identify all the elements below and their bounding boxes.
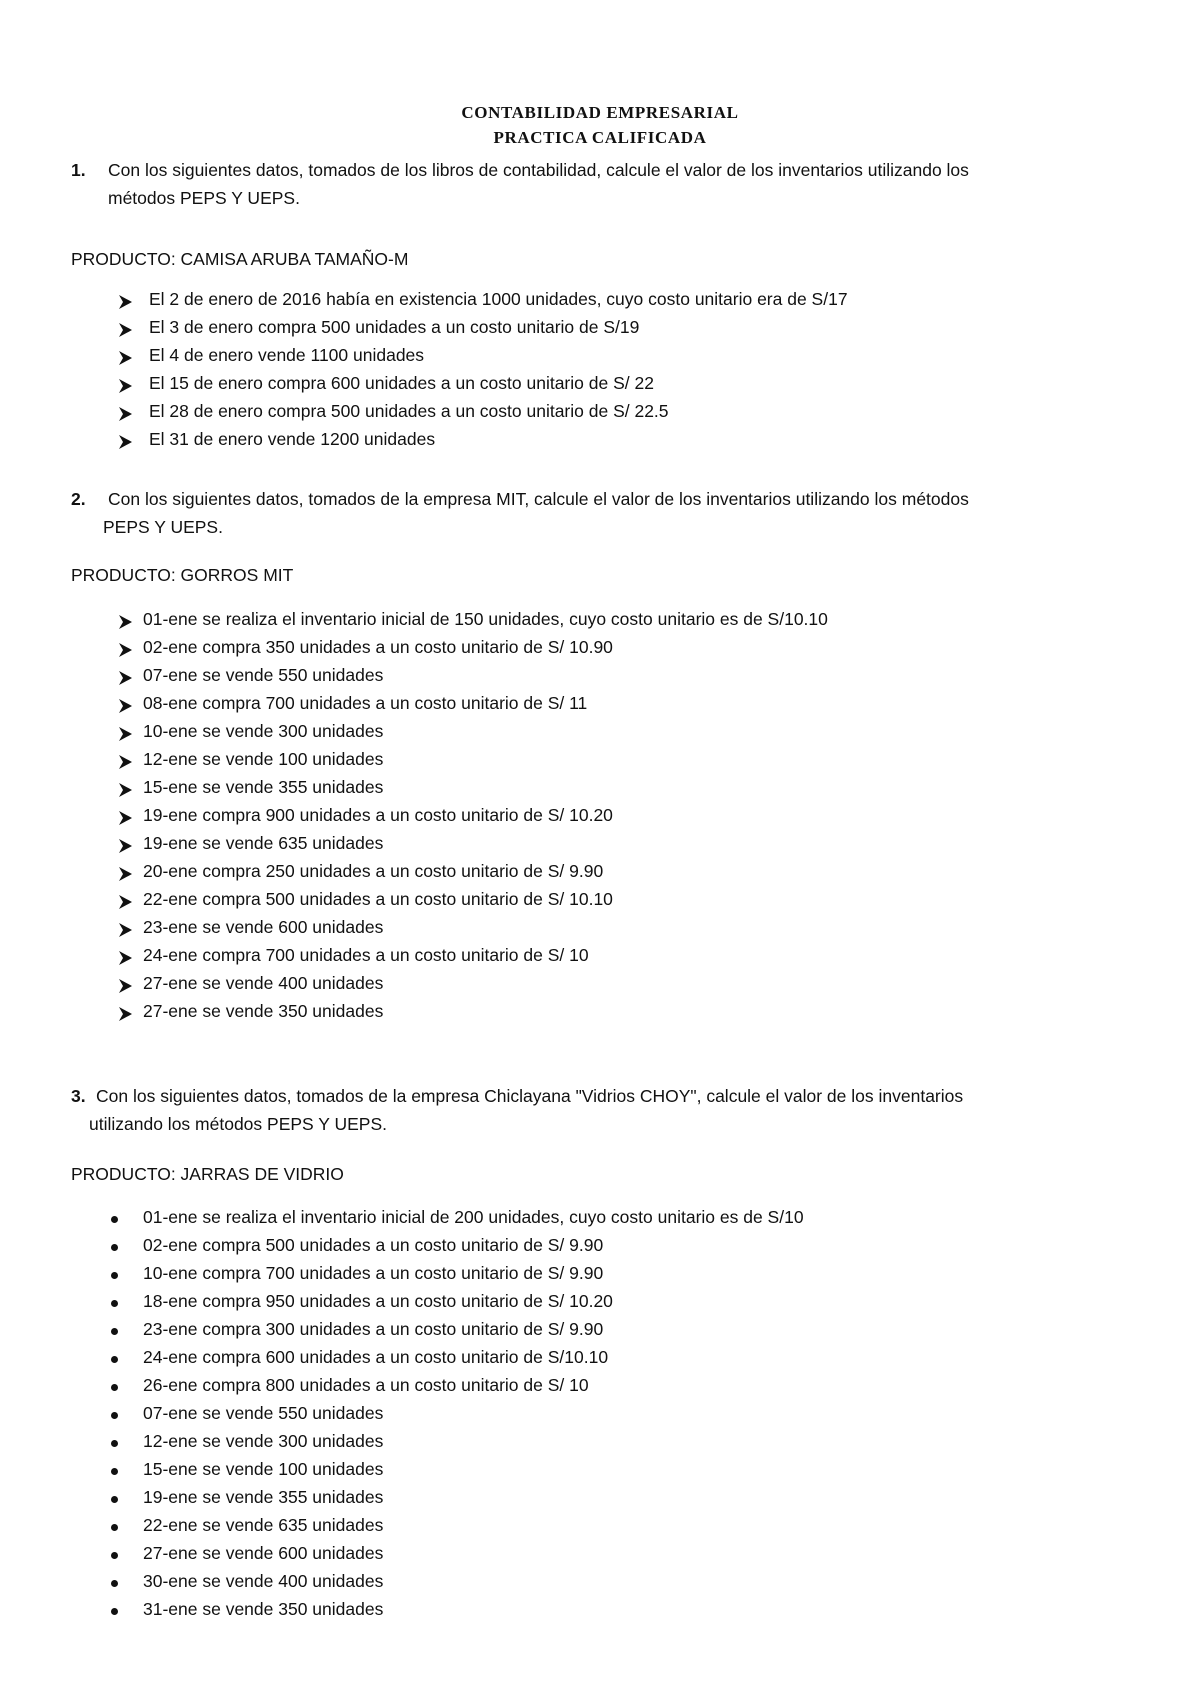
round-bullet-icon — [111, 1356, 118, 1363]
list-item-text: El 4 de enero vende 1100 unidades — [149, 345, 425, 365]
list-item-text: 30-ene se vende 400 unidades — [143, 1571, 384, 1591]
round-bullet-icon — [111, 1552, 118, 1559]
list-item-text: 31-ene se vende 350 unidades — [143, 1599, 384, 1619]
list-item-text: 20-ene compra 250 unidades a un costo unitario de S/ 9.90 — [143, 861, 604, 881]
round-bullet-icon — [111, 1496, 118, 1503]
arrowhead-bullet-icon — [118, 322, 133, 338]
arrowhead-bullet-icon — [118, 810, 133, 826]
list-item-text: 12-ene se vende 100 unidades — [143, 749, 384, 769]
round-bullet-icon — [111, 1440, 118, 1447]
round-bullet-icon — [111, 1300, 118, 1307]
question-3-line-1: Con los siguientes datos, tomados de la empresa Chiclayana "Vidrios CHOY", calcule el valor de los inventarios — [96, 1086, 964, 1106]
round-bullet-icon — [111, 1580, 118, 1587]
list-item-text: 15-ene se vende 100 unidades — [143, 1459, 384, 1479]
question-1-number: 1. — [71, 160, 86, 180]
product-3-label: PRODUCTO: JARRAS DE VIDRIO — [71, 1164, 344, 1184]
round-bullet-icon — [111, 1328, 118, 1335]
list-item-text: 19-ene compra 900 unidades a un costo unitario de S/ 10.20 — [143, 805, 613, 825]
arrowhead-bullet-icon — [118, 670, 133, 686]
product-1-label: PRODUCTO: CAMISA ARUBA TAMAÑO-M — [71, 249, 409, 269]
round-bullet-icon — [111, 1216, 118, 1223]
arrowhead-bullet-icon — [118, 894, 133, 910]
list-item-text: 23-ene se vende 600 unidades — [143, 917, 384, 937]
list-item-text: 23-ene compra 300 unidades a un costo unitario de S/ 9.90 — [143, 1319, 604, 1339]
document-title: CONTABILIDAD EMPRESARIAL — [461, 103, 739, 122]
arrowhead-bullet-icon — [118, 978, 133, 994]
list-item-text: 08-ene compra 700 unidades a un costo unitario de S/ 11 — [143, 693, 588, 713]
question-3-line-2: utilizando los métodos PEPS Y UEPS. — [89, 1114, 387, 1134]
arrowhead-bullet-icon — [118, 350, 133, 366]
round-bullet-icon — [111, 1524, 118, 1531]
document-subtitle: PRACTICA CALIFICADA — [493, 128, 707, 147]
arrowhead-bullet-icon — [118, 614, 133, 630]
list-item-text: 27-ene se vende 600 unidades — [143, 1543, 384, 1563]
list-item-text: 19-ene se vende 355 unidades — [143, 1487, 384, 1507]
list-item-text: El 28 de enero compra 500 unidades a un costo unitario de S/ 22.5 — [149, 401, 669, 421]
list-item-text: 01-ene se realiza el inventario inicial de 150 unidades, cuyo costo unitario es de S/10.10 — [143, 609, 828, 629]
list-item-text: 26-ene compra 800 unidades a un costo unitario de S/ 10 — [143, 1375, 589, 1395]
arrowhead-bullet-icon — [118, 642, 133, 658]
list-item-text: 22-ene compra 500 unidades a un costo unitario de S/ 10.10 — [143, 889, 613, 909]
list-item-text: El 15 de enero compra 600 unidades a un costo unitario de S/ 22 — [149, 373, 654, 393]
round-bullet-icon — [111, 1468, 118, 1475]
arrowhead-bullet-icon — [118, 726, 133, 742]
question-2-line-1: Con los siguientes datos, tomados de la empresa MIT, calcule el valor de los inventarios utilizando los métodos — [108, 489, 969, 509]
question-1-line-1: Con los siguientes datos, tomados de los libros de contabilidad, calcule el valor de los inventarios utilizando los — [108, 160, 969, 180]
question-1-line-2: métodos PEPS Y UEPS. — [108, 188, 300, 208]
list-item-text: El 31 de enero vende 1200 unidades — [149, 429, 436, 449]
list-item-text: 27-ene se vende 350 unidades — [143, 1001, 384, 1021]
arrowhead-bullet-icon — [118, 754, 133, 770]
list-item-text: 12-ene se vende 300 unidades — [143, 1431, 384, 1451]
list-item-text: El 2 de enero de 2016 había en existencia 1000 unidades, cuyo costo unitario era de S/17 — [149, 289, 848, 309]
question-2 — [71, 485, 1121, 541]
arrowhead-bullet-icon — [118, 866, 133, 882]
list-item-text: 27-ene se vende 400 unidades — [143, 973, 384, 993]
arrowhead-bullet-icon — [118, 294, 133, 310]
product-2-label: PRODUCTO: GORROS MIT — [71, 565, 294, 585]
question-2-line-2: PEPS Y UEPS. — [103, 517, 223, 537]
list-item-text: 02-ene compra 350 unidades a un costo unitario de S/ 10.90 — [143, 637, 613, 657]
list-item-text: 10-ene se vende 300 unidades — [143, 721, 384, 741]
arrowhead-bullet-icon — [118, 378, 133, 394]
question-2-number: 2. — [71, 489, 86, 509]
list-item-text: 15-ene se vende 355 unidades — [143, 777, 384, 797]
list-item-text: El 3 de enero compra 500 unidades a un costo unitario de S/19 — [149, 317, 640, 337]
arrowhead-bullet-icon — [118, 950, 133, 966]
list-item-text: 24-ene compra 600 unidades a un costo unitario de S/10.10 — [143, 1347, 609, 1367]
question-1 — [71, 156, 1121, 212]
list-item-text: 18-ene compra 950 unidades a un costo unitario de S/ 10.20 — [143, 1291, 613, 1311]
round-bullet-icon — [111, 1384, 118, 1391]
list-item-text: 07-ene se vende 550 unidades — [143, 1403, 384, 1423]
round-bullet-icon — [111, 1272, 118, 1279]
arrowhead-bullet-icon — [118, 406, 133, 422]
list-item-text: 10-ene compra 700 unidades a un costo unitario de S/ 9.90 — [143, 1263, 604, 1283]
question-3-number: 3. — [71, 1086, 86, 1106]
list-item-text: 24-ene compra 700 unidades a un costo unitario de S/ 10 — [143, 945, 589, 965]
arrowhead-bullet-icon — [118, 922, 133, 938]
round-bullet-icon — [111, 1412, 118, 1419]
arrowhead-bullet-icon — [118, 782, 133, 798]
list-item-text: 02-ene compra 500 unidades a un costo unitario de S/ 9.90 — [143, 1235, 604, 1255]
question-3 — [71, 1082, 1121, 1138]
list-item-text: 22-ene se vende 635 unidades — [143, 1515, 384, 1535]
list-item-text: 19-ene se vende 635 unidades — [143, 833, 384, 853]
arrowhead-bullet-icon — [118, 698, 133, 714]
round-bullet-icon — [111, 1244, 118, 1251]
arrowhead-bullet-icon — [118, 434, 133, 450]
list-item-text: 01-ene se realiza el inventario inicial de 200 unidades, cuyo costo unitario es de S/10 — [143, 1207, 804, 1227]
list-item-text: 07-ene se vende 550 unidades — [143, 665, 384, 685]
round-bullet-icon — [111, 1608, 118, 1615]
arrowhead-bullet-icon — [118, 838, 133, 854]
arrowhead-bullet-icon — [118, 1006, 133, 1022]
